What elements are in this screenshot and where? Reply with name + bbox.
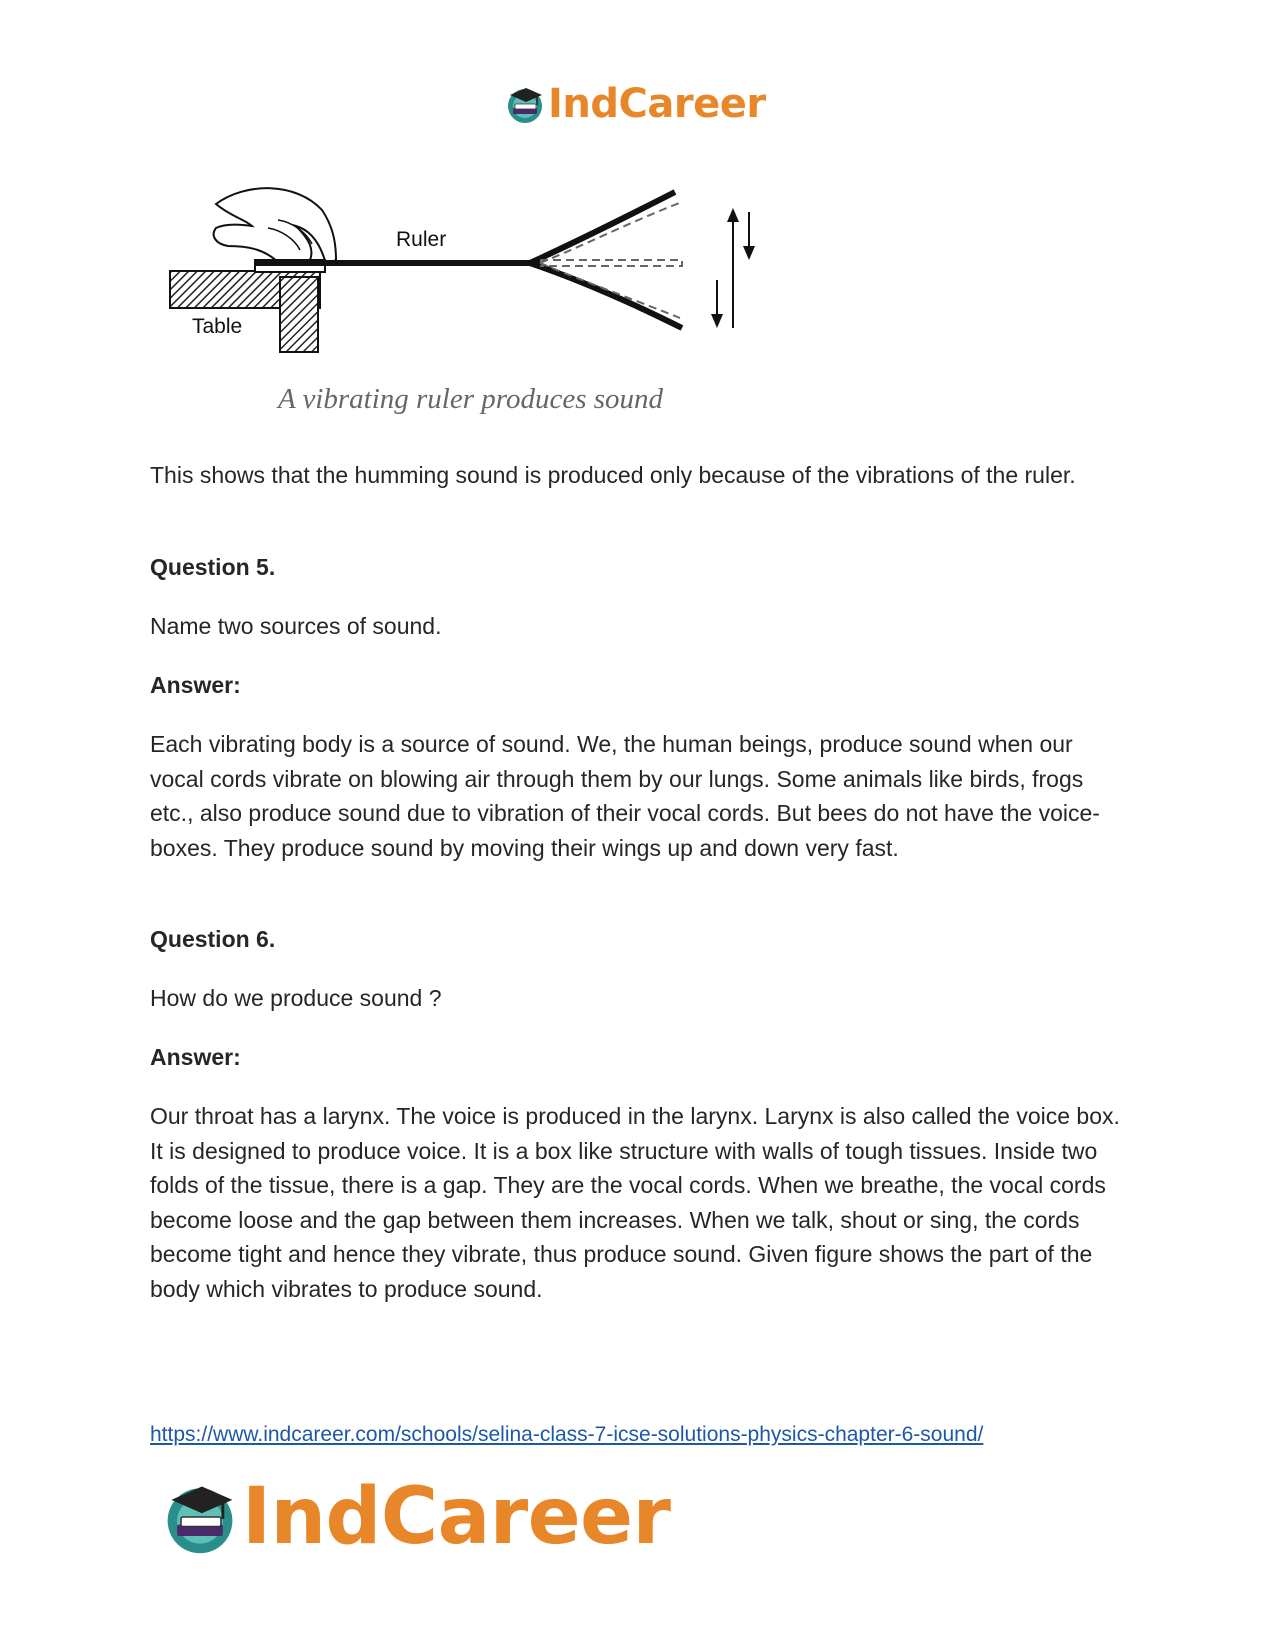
table-label: Table	[192, 315, 243, 338]
answer-6-text: Our throat has a larynx. The voice is produced in the larynx. Larynx is also called the voice box. It is designed to produce voice. It is a box like structure with walls of tough tissues. Inside two folds of the tissue, there is a gap. They are the vocal cords. When we breathe, the vocal cords become loose and the gap between them increases. When we talk, shout or sing, the cords become tight and hence they vibrate, thus produce sound. Given figure shows the part of the body which vibrates to produce sound.	[150, 1103, 1120, 1302]
logo-text: IndCareer	[242, 1472, 671, 1562]
question-6-heading: Question 6.	[150, 926, 276, 952]
figure-caption: A vibrating ruler produces sound	[278, 383, 664, 415]
question-6-text: How do we produce sound ?	[150, 985, 442, 1011]
paragraph-intro: This shows that the humming sound is produced only because of the vibrations of the ruler.	[150, 462, 1076, 488]
graduation-globe-icon	[504, 83, 546, 125]
graduation-globe-icon	[160, 1477, 240, 1557]
answer-label: Answer:	[150, 1044, 241, 1070]
header-logo	[504, 78, 774, 130]
answer-5-text: Each vibrating body is a source of sound. We, the human beings, produce sound when our vocal cords vibrate on blowing air through them by our lungs. Some animals like birds, frogs etc., also produce sound due to vibration of their vocal cords. But bees do not have the voice-boxes. They produce sound by moving their wings up and down very fast.	[150, 731, 1100, 861]
logo-text: IndCareer	[548, 81, 766, 127]
question-5-heading: Question 5.	[150, 554, 276, 580]
ruler-label: Ruler	[396, 228, 447, 251]
question-5-text: Name two sources of sound.	[150, 613, 442, 639]
footer-logo	[160, 1470, 700, 1564]
source-url-link[interactable]: https://www.indcareer.com/schools/selina-class-7-icse-solutions-physics-chapter-6-sound/	[150, 1423, 984, 1446]
answer-label: Answer:	[150, 672, 241, 698]
vibrating-ruler-figure	[160, 180, 820, 435]
